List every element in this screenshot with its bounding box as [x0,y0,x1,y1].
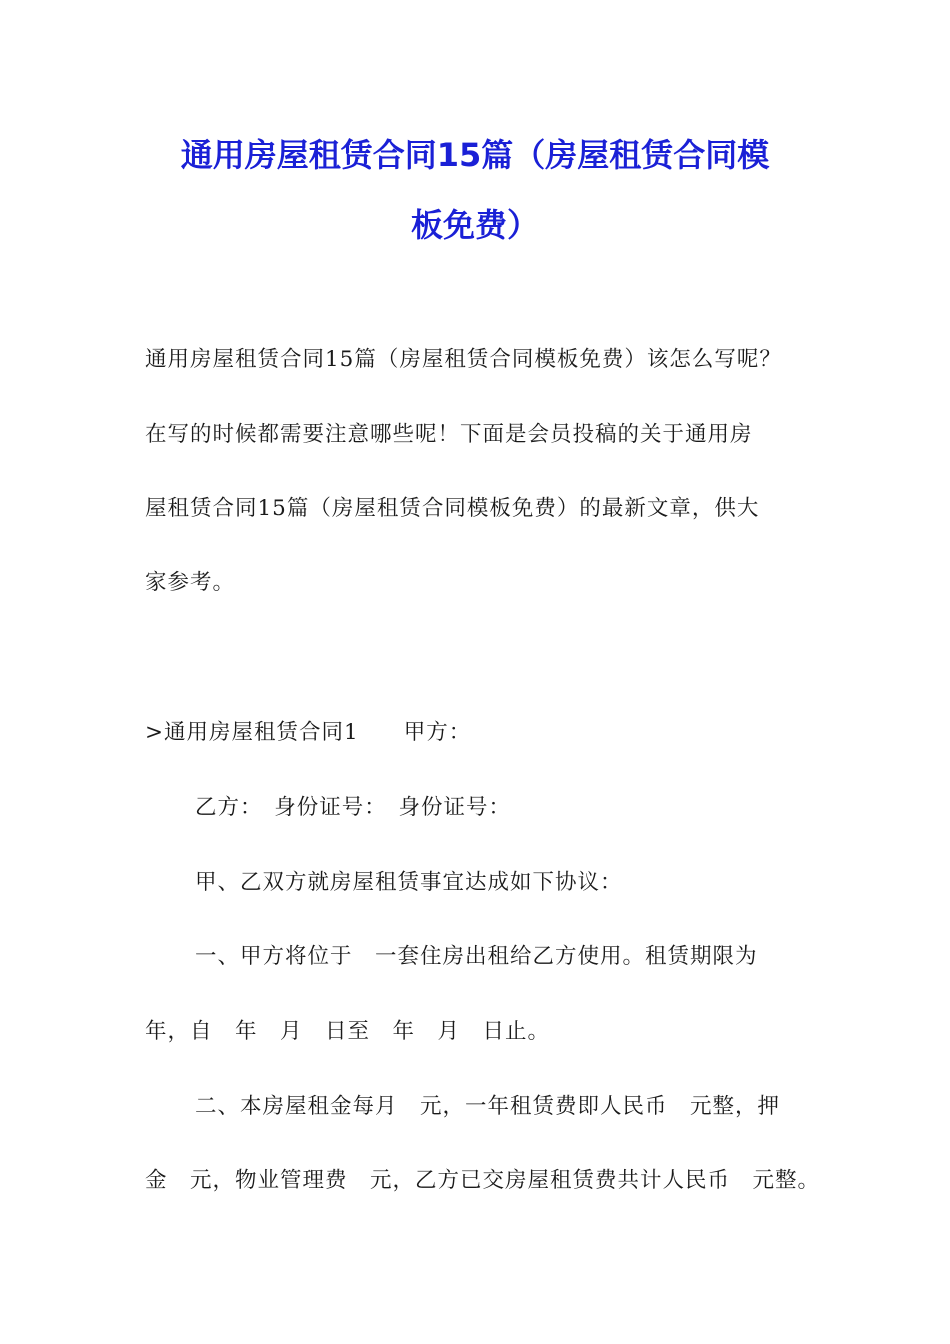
document-title-line-2: 板免费） [410,206,539,244]
section-heading: >通用房屋租赁合同1 甲方： [145,720,472,745]
clause-1-line-1: 一、甲方将位于 一套住房出租给乙方使用。租赁期限为 [195,944,758,969]
party-b-line: 乙方： 身份证号： 身份证号： [195,795,512,820]
agreement-line: 甲、乙双方就房屋租赁事宜达成如下协议： [195,870,623,895]
clause-2-line-2: 金 元，物业管理费 元，乙方已交房屋租赁费共计人民币 元整。 [145,1168,821,1193]
clause-1-line-2: 年，自 年 月 日至 年 月 日止。 [145,1019,551,1044]
intro-line-2: 在写的时候都需要注意哪些呢！下面是会员投稿的关于通用房 [145,422,753,447]
clause-2-line-1: 二、本房屋租金每月 元，一年租赁费即人民币 元整，押 [195,1094,781,1119]
document-title-line-1: 通用房屋租赁合同15篇（房屋租赁合同模 [180,136,770,174]
intro-line-3: 屋租赁合同15篇（房屋租赁合同模板免费）的最新文章，供大 [145,496,760,521]
intro-line-1: 通用房屋租赁合同15篇（房屋租赁合同模板免费）该怎么写呢？ [145,347,782,372]
intro-line-4: 家参考。 [145,570,236,595]
